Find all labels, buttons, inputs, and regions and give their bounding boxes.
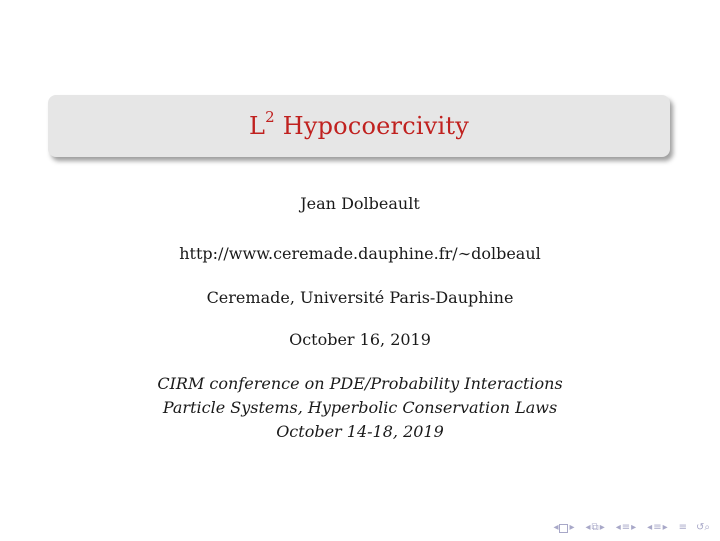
- slide-title: [249, 108, 469, 140]
- subsection-icon[interactable]: ⧉: [591, 522, 599, 533]
- title-superscript: 2: [265, 108, 275, 126]
- frame-nav-group: [553, 523, 574, 533]
- subsection-next-icon[interactable]: ▸: [599, 522, 605, 533]
- affiliation: Ceremade, Université Paris-Dauphine: [206, 288, 514, 307]
- section-prev-icon[interactable]: ◂: [615, 522, 621, 533]
- slide-icon[interactable]: ≡: [653, 522, 662, 533]
- slide-next-icon[interactable]: ▸: [662, 522, 668, 533]
- title-box: [48, 95, 670, 157]
- frame-next-icon[interactable]: ▸: [569, 522, 575, 533]
- align-icon[interactable]: ≡: [678, 522, 688, 533]
- section-next-icon[interactable]: ▸: [631, 522, 637, 533]
- tools-nav-group: [679, 523, 710, 533]
- conference-info: [0, 372, 720, 444]
- search-icon[interactable]: ↺⌕: [696, 522, 710, 533]
- section-nav-group: [616, 523, 636, 533]
- conference-line-2: Particle Systems, Hyperbolic Conservation Laws: [162, 398, 558, 417]
- presentation-date: October 16, 2019: [289, 330, 431, 349]
- slide-prev-icon[interactable]: ◂: [647, 522, 653, 533]
- subsection-prev-icon[interactable]: ◂: [585, 522, 591, 533]
- frame-icon[interactable]: [559, 524, 568, 533]
- subsection-nav-group: [586, 523, 605, 533]
- title-base: L: [249, 112, 266, 140]
- conference-line-3: October 14-18, 2019: [276, 422, 444, 441]
- author-url: http://www.ceremade.dauphine.fr/∼dolbeaul: [179, 244, 541, 263]
- author-name: Jean Dolbeault: [300, 194, 420, 213]
- slide-nav-group: [647, 523, 667, 533]
- title-rest: Hypocoercivity: [274, 112, 469, 140]
- conference-line-1: CIRM conference on PDE/Probability Interactions: [157, 374, 563, 393]
- section-icon[interactable]: ≡: [621, 522, 631, 533]
- beamer-navigation: [545, 523, 710, 533]
- frame-prev-icon[interactable]: ◂: [553, 522, 559, 533]
